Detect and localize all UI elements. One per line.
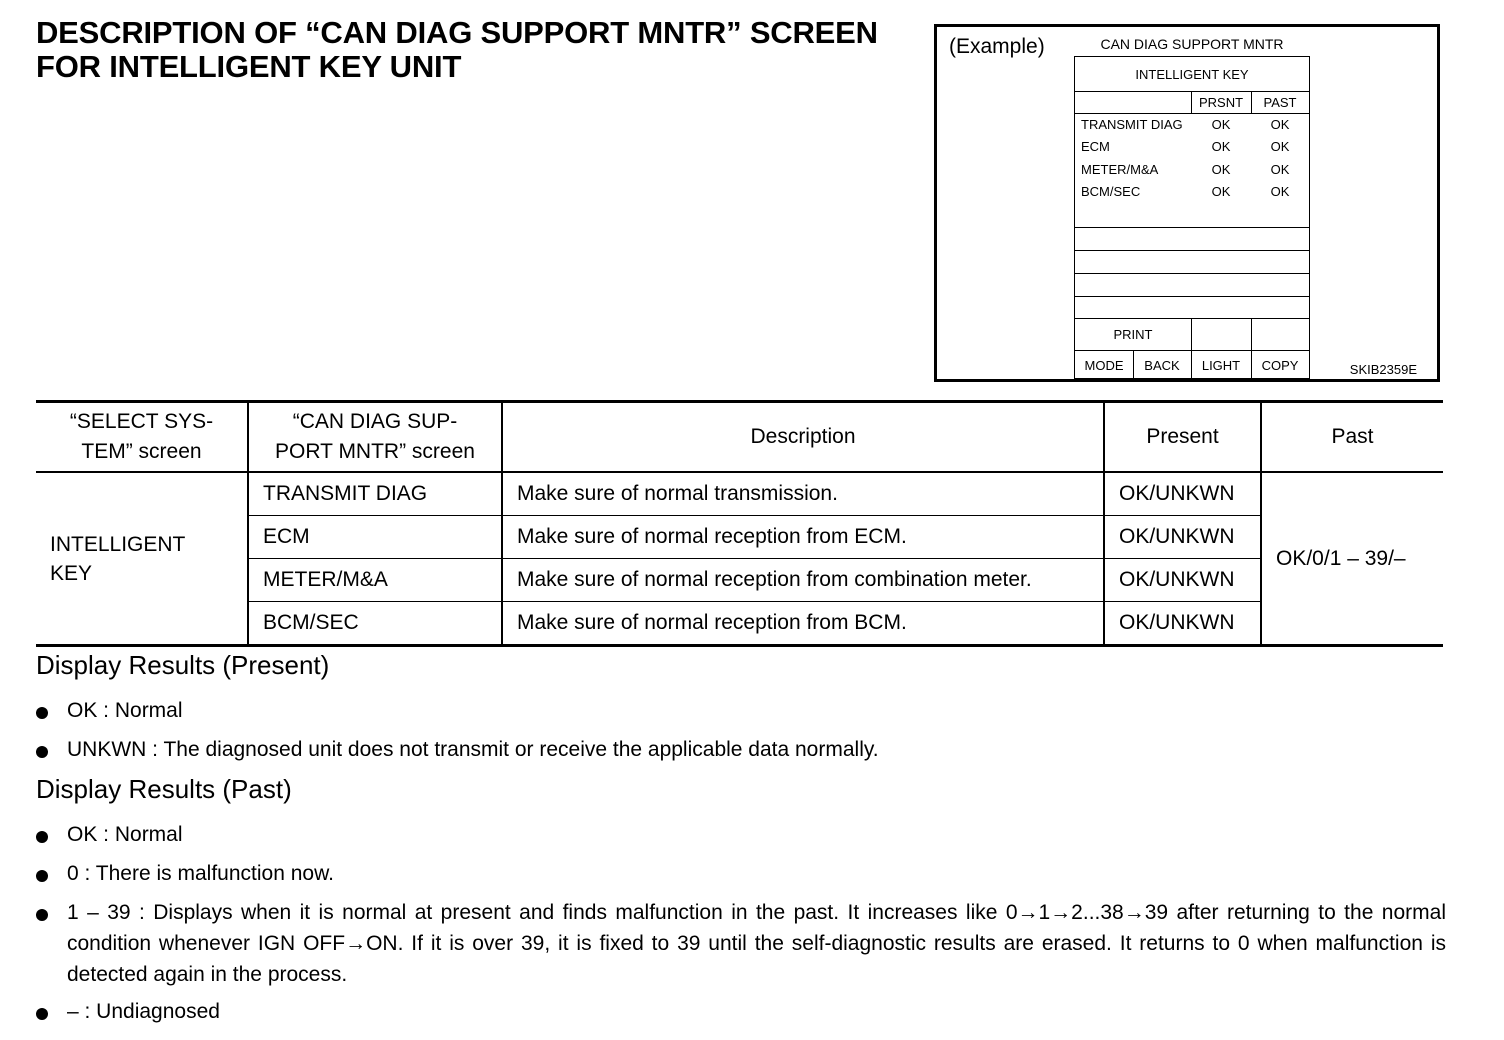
screen-col-header xyxy=(1075,92,1309,114)
light-button[interactable]: LIGHT xyxy=(1201,357,1241,373)
bullet-text: 1 – 39 : Displays when it is normal at present and finds malfunction in the past. It increases like 0→1→2...38→39 after returning to the normal condition whenever IGN OFF→ON. If it is over 39, it is fixed to 39 until the self-diagnostic results are erased. It returns to 0 when malfunction is detected again in the process. xyxy=(67,901,1446,986)
screen-row-present: OK xyxy=(1211,162,1231,177)
bullet-text: – : Undiagnosed xyxy=(67,1000,220,1023)
table-row xyxy=(36,559,1443,602)
screen-print-row xyxy=(1075,319,1309,350)
table-header-row xyxy=(36,402,1443,473)
screen-unit-label: INTELLIGENT KEY xyxy=(1135,66,1249,82)
list-item xyxy=(36,819,1446,850)
example-label: (Example) xyxy=(949,35,1045,58)
screen-spacer xyxy=(1191,114,1192,206)
system-line2: KEY xyxy=(50,561,93,585)
past-heading: Display Results (Past) xyxy=(36,774,292,804)
bullet-dot xyxy=(36,870,48,882)
header-can-diag xyxy=(248,402,502,473)
screen-row xyxy=(1075,181,1309,203)
copy-button[interactable]: COPY xyxy=(1261,357,1299,373)
screen-row-item: METER/M&A xyxy=(1081,162,1159,177)
header-select-system xyxy=(36,402,248,473)
title-line-2: FOR INTELLIGENT KEY UNIT xyxy=(36,49,462,84)
header-present: Present xyxy=(1104,402,1261,473)
header-select-system-line1: “SELECT SYS- xyxy=(69,410,214,433)
screen-divider xyxy=(1133,350,1134,379)
screen-col-past: PAST xyxy=(1263,95,1297,110)
screen-empty-row xyxy=(1075,297,1309,319)
bullet-text: OK : Normal xyxy=(67,699,183,722)
screen-row-present: OK xyxy=(1211,184,1231,199)
list-item xyxy=(36,996,1446,1027)
row-present: OK/UNKWN xyxy=(1104,559,1261,602)
row-item: BCM/SEC xyxy=(248,602,502,646)
row-present: OK/UNKWN xyxy=(1104,472,1261,516)
screen-row xyxy=(1075,114,1309,136)
screen-empty-row xyxy=(1075,274,1309,297)
screen-button-row xyxy=(1075,350,1309,379)
row-item: METER/M&A xyxy=(248,559,502,602)
row-description: Make sure of normal transmission. xyxy=(502,472,1104,516)
screen-data-rows xyxy=(1075,114,1309,228)
example-screen xyxy=(1074,56,1310,379)
screen-row-present: OK xyxy=(1211,139,1231,154)
header-can-diag-line2: PORT MNTR” screen xyxy=(275,440,475,463)
header-past: Past xyxy=(1261,402,1443,473)
screen-unit-header xyxy=(1075,57,1309,92)
bullet-dot xyxy=(36,1008,48,1020)
row-present: OK/UNKWN xyxy=(1104,602,1261,646)
screen-row xyxy=(1075,136,1309,158)
system-line1: INTELLIGENT xyxy=(50,532,186,556)
print-button[interactable]: PRINT xyxy=(1113,327,1153,342)
bullet-dot xyxy=(36,746,48,758)
screen-divider xyxy=(1251,92,1252,114)
past-cell: OK/0/1 – 39/– xyxy=(1261,472,1443,646)
table-row xyxy=(36,602,1443,646)
screen-row-present: OK xyxy=(1211,117,1231,132)
title-line-1: DESCRIPTION OF “CAN DIAG SUPPORT MNTR” SCREEN xyxy=(36,15,878,50)
bullet-text: 0 : There is malfunction now. xyxy=(67,862,334,885)
screen-title: CAN DIAG SUPPORT MNTR xyxy=(1100,36,1284,52)
row-present: OK/UNKWN xyxy=(1104,516,1261,559)
figure-code: SKIB2359E xyxy=(1349,362,1417,377)
list-item xyxy=(36,734,1446,765)
example-figure xyxy=(934,24,1440,382)
screen-divider xyxy=(1191,92,1192,114)
screen-row-item: TRANSMIT DIAG xyxy=(1081,117,1183,132)
present-heading: Display Results (Present) xyxy=(36,650,330,680)
row-item: TRANSMIT DIAG xyxy=(248,472,502,516)
header-select-system-line2: TEM” screen xyxy=(81,440,202,463)
screen-row-item: BCM/SEC xyxy=(1081,184,1141,199)
page-title xyxy=(36,16,936,84)
system-cell xyxy=(36,472,248,646)
bullet-dot xyxy=(36,707,48,719)
row-description: Make sure of normal reception from combination meter. xyxy=(502,559,1104,602)
screen-col-present: PRSNT xyxy=(1198,95,1244,110)
screen-row-past: OK xyxy=(1270,139,1290,154)
header-can-diag-line1: “CAN DIAG SUP- xyxy=(292,410,458,433)
bullet-text: UNKWN : The diagnosed unit does not transmit or receive the applicable data normally. xyxy=(67,738,879,761)
bullet-dot xyxy=(36,831,48,843)
bullet-text: OK : Normal xyxy=(67,823,183,846)
back-button[interactable]: BACK xyxy=(1144,357,1180,373)
row-item: ECM xyxy=(248,516,502,559)
screen-row-past: OK xyxy=(1270,117,1290,132)
table-row xyxy=(36,516,1443,559)
screen-row-past: OK xyxy=(1270,184,1290,199)
bullet-dot xyxy=(36,909,48,921)
screen-empty-row xyxy=(1075,228,1309,251)
list-item xyxy=(36,858,1446,889)
list-item xyxy=(36,695,1446,726)
table-row xyxy=(36,472,1443,516)
screen-row xyxy=(1075,159,1309,181)
screen-row-past: OK xyxy=(1270,162,1290,177)
screen-row-item: ECM xyxy=(1081,139,1110,154)
can-diag-table xyxy=(36,400,1443,647)
screen-empty-row xyxy=(1075,251,1309,274)
row-description: Make sure of normal reception from BCM. xyxy=(502,602,1104,646)
header-description: Description xyxy=(502,402,1104,473)
list-item xyxy=(36,897,1446,990)
mode-button[interactable]: MODE xyxy=(1084,357,1124,373)
row-description: Make sure of normal reception from ECM. xyxy=(502,516,1104,559)
